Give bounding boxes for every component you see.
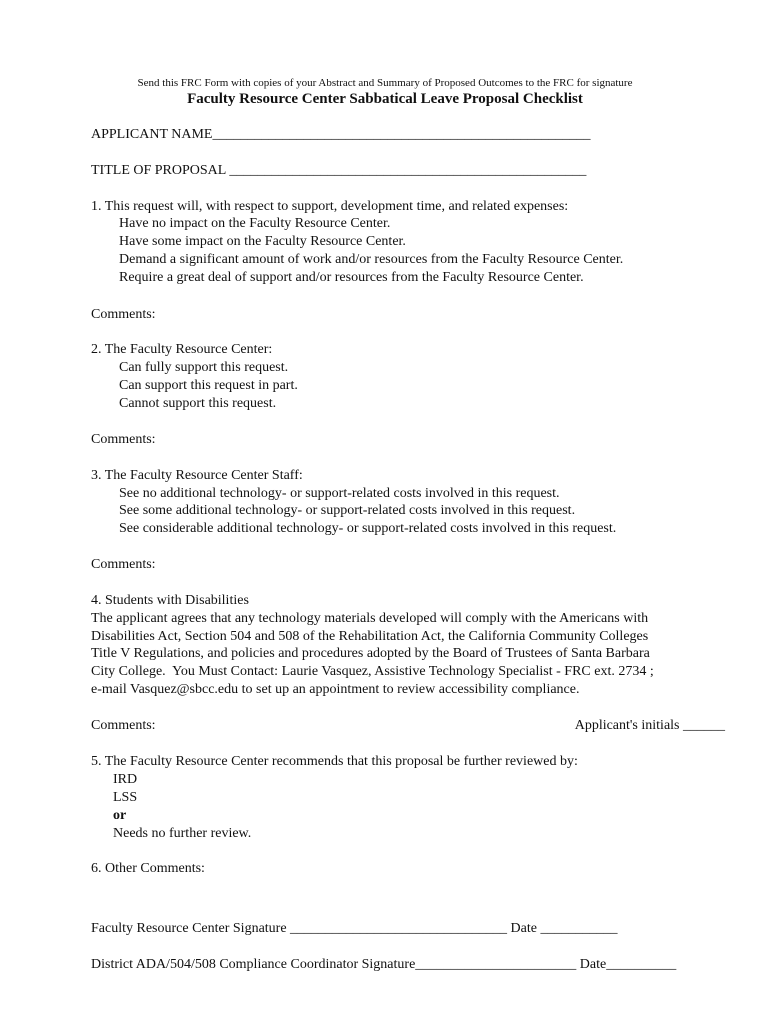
section-4-paragraph-line: Disabilities Act, Section 504 and 508 of the Rehabilitation Act, the California Community Colleges bbox=[91, 629, 649, 644]
section-5-option-lss[interactable]: LSS bbox=[113, 790, 138, 805]
section-3-option[interactable]: See no additional technology- or support-related costs involved in this request. bbox=[119, 486, 560, 501]
instruction-text: Send this FRC Form with copies of your Abstract and Summary of Proposed Outcomes to the FRC for signature bbox=[137, 77, 633, 89]
page-title: Faculty Resource Center Sabbatical Leave Proposal Checklist bbox=[187, 91, 583, 107]
section-3-option[interactable]: See considerable additional technology- or support-related costs involved in this request. bbox=[119, 521, 617, 536]
section-5-option-ird[interactable]: IRD bbox=[113, 772, 138, 787]
section-1-option[interactable]: Have no impact on the Faculty Resource Center. bbox=[119, 216, 391, 231]
section-5-question: 5. The Faculty Resource Center recommends that this proposal be further reviewed by: bbox=[91, 754, 578, 769]
section-3-comments[interactable]: Comments: bbox=[91, 557, 156, 572]
section-4-paragraph-line: Title V Regulations, and policies and procedures adopted by the Board of Trustees of Santa Barbara bbox=[91, 646, 650, 661]
frc-signature-line[interactable]: Faculty Resource Center Signature _______________________________ Date ___________ bbox=[91, 921, 618, 936]
section-3-option[interactable]: See some additional technology- or support-related costs involved in this request. bbox=[119, 503, 576, 518]
applicant-name-field[interactable]: APPLICANT NAME______________________________________________________ bbox=[91, 127, 591, 142]
section-2-question: 2. The Faculty Resource Center: bbox=[91, 342, 273, 357]
section-2-option[interactable]: Can fully support this request. bbox=[119, 360, 289, 375]
section-2-option[interactable]: Cannot support this request. bbox=[119, 396, 277, 411]
section-4-heading: 4. Students with Disabilities bbox=[91, 593, 249, 608]
ada-signature-line[interactable]: District ADA/504/508 Compliance Coordinator Signature_______________________ Date__________ bbox=[91, 957, 677, 972]
section-5-or: or bbox=[113, 808, 127, 823]
section-5-option-none[interactable]: Needs no further review. bbox=[113, 826, 252, 841]
proposal-title-field[interactable]: TITLE OF PROPOSAL ___________________________________________________ bbox=[91, 163, 587, 178]
section-4-paragraph-line: The applicant agrees that any technology materials developed will comply with the Americans with bbox=[91, 611, 649, 626]
section-3-question: 3. The Faculty Resource Center Staff: bbox=[91, 468, 303, 483]
section-4-comments[interactable]: Comments: bbox=[91, 718, 156, 733]
section-2-option[interactable]: Can support this request in part. bbox=[119, 378, 298, 393]
section-2-comments[interactable]: Comments: bbox=[91, 432, 156, 447]
section-1-question: 1. This request will, with respect to support, development time, and related expenses: bbox=[91, 199, 569, 214]
section-4-paragraph-line: City College. You Must Contact: Laurie Vasquez, Assistive Technology Specialist - FRC ext. 2734 ; bbox=[91, 664, 654, 679]
applicant-initials-field[interactable]: Applicant's initials ______ bbox=[574, 718, 725, 733]
section-6-question[interactable]: 6. Other Comments: bbox=[91, 861, 205, 876]
section-4-paragraph-line: e-mail Vasquez@sbcc.edu to set up an appointment to review accessibility compliance. bbox=[91, 682, 580, 697]
section-1-option[interactable]: Require a great deal of support and/or resources from the Faculty Resource Center. bbox=[119, 270, 584, 285]
section-1-option[interactable]: Have some impact on the Faculty Resource Center. bbox=[119, 234, 406, 249]
section-1-option[interactable]: Demand a significant amount of work and/or resources from the Faculty Resource Center. bbox=[119, 252, 624, 267]
section-1-comments[interactable]: Comments: bbox=[91, 307, 156, 322]
